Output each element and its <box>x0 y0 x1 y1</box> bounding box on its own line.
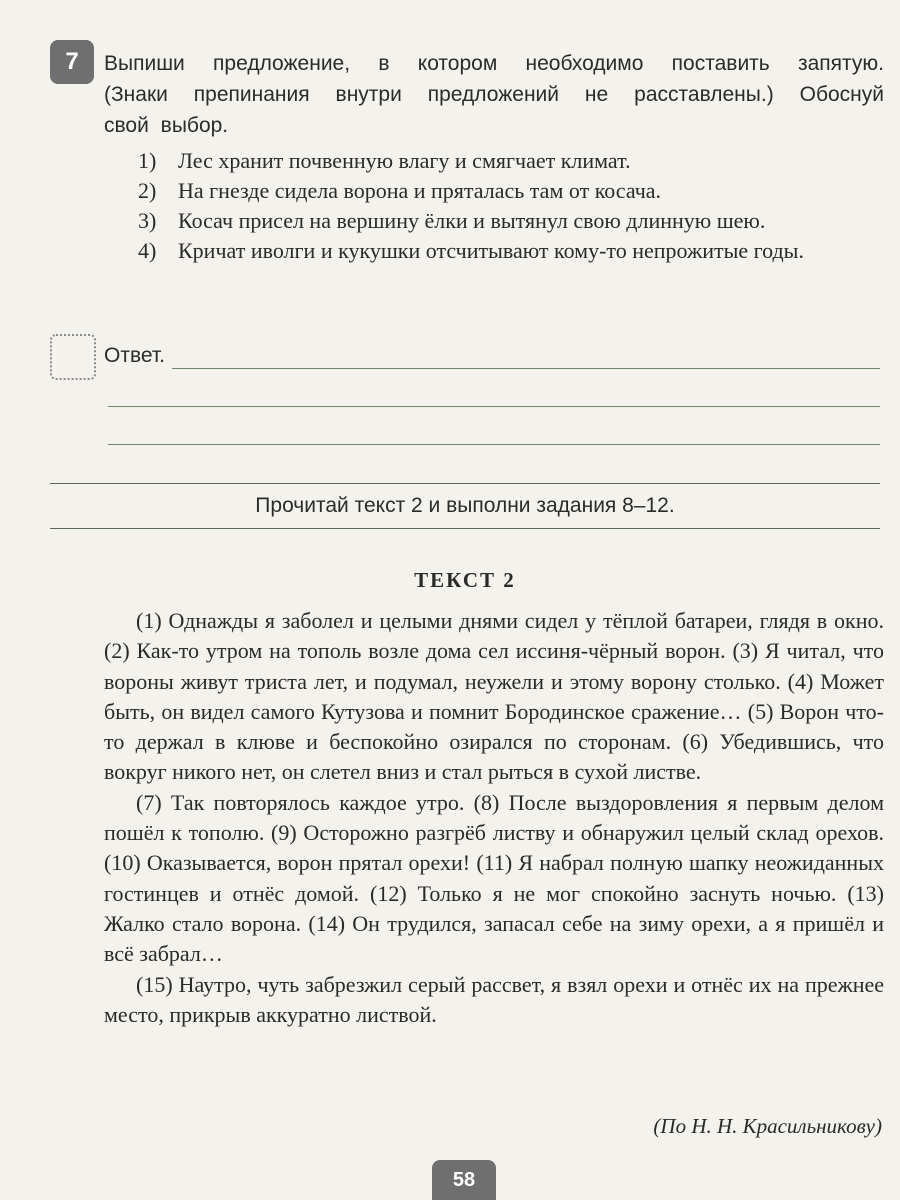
task-number-badge: 7 <box>50 40 94 84</box>
page-number: 58 <box>432 1160 496 1200</box>
option-number: 3) <box>138 208 157 233</box>
text-paragraph: (15) Наутро, чуть забрезжил серый рассвет, я взял орехи и отнёс их на прежнее место, прикрыв аккуратно листвой. <box>104 971 884 1027</box>
option-text: На гнезде сидела ворона и пряталась там от косача. <box>178 178 662 203</box>
answer-line-2[interactable] <box>108 406 880 407</box>
text-paragraph: (7) Так повторялось каждое утро. (8) После выздоровления я первым делом пошёл к тополю. (9) Осторожно разгрёб листву и обнаружил целый склад орехов. (10) Оказывается, ворон прятал орехи! (11) Я набрал полную шапку неожиданных гостинцев и отнёс домой. (12) Только я не мог спокойно заснуть ночью. (13) Жалко стало ворона. (14) Он трудился, запасал себе на зиму орехи, а я пришёл и всё забрал… <box>104 789 884 967</box>
answer-line-3[interactable] <box>108 444 880 445</box>
option-number: 1) <box>138 148 157 173</box>
instruction-line-3: свой выбор. <box>104 114 229 137</box>
section-title: Прочитай текст 2 и выполни задания 8–12. <box>255 494 675 517</box>
text-paragraph: (1) Однажды я заболел и целыми днями сидел у тёплой батареи, глядя в окно. (2) Как-то утром на тополь возле дома сел иссиня-чёрный ворон. (3) Я читал, что вороны живут триста лет, и подумал, неужели и этому ворону столько. (4) Может быть, он видел самого Кутузова и помнит Бородинское сражение… (5) Ворон что-то держал в клюве и беспокойно озирался по сторонам. (6) Убедившись, что вокруг никого нет, он слетел вниз и стал рыться в сухой листве. <box>104 608 884 785</box>
answer-options-list <box>138 146 884 266</box>
option-text: Косач присел на вершину ёлки и вытянул свою длинную шею. <box>178 208 766 233</box>
option-item <box>138 146 884 176</box>
option-item <box>138 176 884 206</box>
section-divider-top <box>50 483 880 484</box>
section-divider-bottom <box>50 528 880 529</box>
option-text: Кричат иволги и кукушки отсчитывают кому-то непрожитые годы. <box>178 238 804 263</box>
text-attribution: (По Н. Н. Красильникову) <box>653 1114 882 1138</box>
option-text: Лес хранит почвенную влагу и смягчает климат. <box>178 148 631 173</box>
answer-label: Ответ. <box>104 344 165 367</box>
option-item <box>138 236 884 266</box>
instruction-line-1: Выпиши предложение, в котором необходимо поставить запятую. <box>104 52 884 75</box>
option-item <box>138 206 884 236</box>
task-instruction <box>104 48 884 141</box>
text-heading: ТЕКСТ 2 <box>414 568 516 592</box>
text-body <box>104 606 884 1030</box>
instruction-line-2: (Знаки препинания внутри предложений не расставлены.) Обоснуй <box>104 83 884 106</box>
score-box[interactable] <box>50 334 96 380</box>
option-number: 2) <box>138 178 157 203</box>
option-number: 4) <box>138 238 157 263</box>
answer-line-1[interactable] <box>172 368 880 369</box>
